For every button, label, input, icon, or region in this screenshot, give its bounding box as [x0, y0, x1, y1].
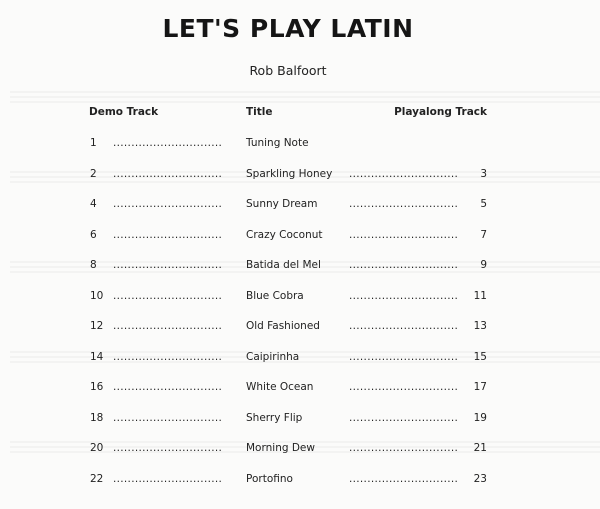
leader-dots: .............................. — [349, 472, 459, 485]
leader-dots: .............................. — [113, 289, 223, 302]
track-row — [0, 410, 600, 441]
leader-dots: .............................. — [113, 381, 223, 393]
leader-dots: .............................. — [349, 259, 459, 271]
track-title: Caipirinha — [246, 350, 300, 363]
track-title: Batida del Mel — [246, 259, 321, 271]
demo-track-number: 14 — [90, 350, 104, 363]
track-title: Old Fashioned — [246, 320, 320, 332]
track-row — [0, 440, 600, 471]
track-row — [0, 196, 600, 227]
playalong-track-number: 3 — [480, 167, 487, 180]
demo-track-number: 20 — [90, 442, 104, 454]
playalong-track-number: 5 — [480, 198, 487, 210]
demo-track-number: 18 — [90, 411, 104, 424]
track-row — [0, 135, 600, 166]
leader-dots: .............................. — [349, 198, 459, 210]
leader-dots: .............................. — [113, 259, 223, 271]
demo-track-number: 12 — [90, 320, 104, 332]
track-title: Portofino — [246, 472, 293, 485]
track-title: Morning Dew — [246, 442, 315, 454]
track-row — [0, 318, 600, 349]
page-title: LET'S PLAY LATIN — [162, 14, 414, 43]
leader-dots: .............................. — [349, 350, 459, 363]
track-title: White Ocean — [246, 381, 314, 393]
playalong-track-number: 9 — [480, 259, 487, 271]
demo-track-number: 6 — [90, 228, 97, 241]
leader-dots: .............................. — [113, 411, 223, 424]
track-row — [0, 257, 600, 288]
leader-dots: .............................. — [349, 167, 459, 180]
demo-track-number: 10 — [90, 289, 104, 302]
demo-track-number: 16 — [90, 381, 104, 393]
track-title: Sherry Flip — [246, 411, 303, 424]
leader-dots: .............................. — [113, 472, 223, 485]
leader-dots: .............................. — [113, 167, 223, 180]
playalong-track-number: 11 — [473, 289, 487, 302]
playalong-track-number: 15 — [473, 350, 487, 363]
demo-track-number: 1 — [90, 137, 97, 149]
track-title: Crazy Coconut — [246, 228, 323, 241]
track-row — [0, 227, 600, 258]
playalong-track-number: 23 — [473, 472, 487, 485]
track-row — [0, 379, 600, 410]
playalong-track-number: 13 — [473, 320, 487, 332]
leader-dots: .............................. — [349, 320, 459, 332]
leader-dots: .............................. — [113, 350, 223, 363]
track-row — [0, 288, 600, 319]
demo-track-number: 22 — [90, 472, 104, 485]
track-list — [0, 135, 600, 501]
track-title: Sparkling Honey — [246, 167, 333, 180]
leader-dots: .............................. — [113, 442, 223, 454]
author-name: Rob Balfoort — [249, 63, 327, 78]
leader-dots: .............................. — [113, 198, 223, 210]
leader-dots: .............................. — [349, 289, 459, 302]
header-title: Title — [246, 106, 273, 118]
header-demo-track: Demo Track — [89, 106, 159, 118]
header-playalong-track: Playalong Track — [394, 106, 487, 118]
leader-dots: .............................. — [349, 411, 459, 424]
leader-dots: .............................. — [113, 228, 223, 241]
track-title: Tuning Note — [246, 137, 309, 149]
track-row — [0, 471, 600, 502]
leader-dots: .............................. — [113, 137, 223, 149]
playalong-track-number: 7 — [480, 228, 487, 241]
demo-track-number: 4 — [90, 198, 97, 210]
track-title: Blue Cobra — [246, 289, 304, 302]
demo-track-number: 2 — [90, 167, 97, 180]
leader-dots: .............................. — [349, 381, 459, 393]
playalong-track-number: 21 — [473, 442, 487, 454]
leader-dots: .............................. — [113, 320, 223, 332]
demo-track-number: 8 — [90, 259, 97, 271]
playalong-track-number: 19 — [473, 411, 487, 424]
leader-dots: .............................. — [349, 442, 459, 454]
track-row — [0, 349, 600, 380]
track-title: Sunny Dream — [246, 198, 318, 210]
leader-dots: .............................. — [349, 228, 459, 241]
playalong-track-number: 17 — [473, 381, 487, 393]
track-row — [0, 166, 600, 197]
